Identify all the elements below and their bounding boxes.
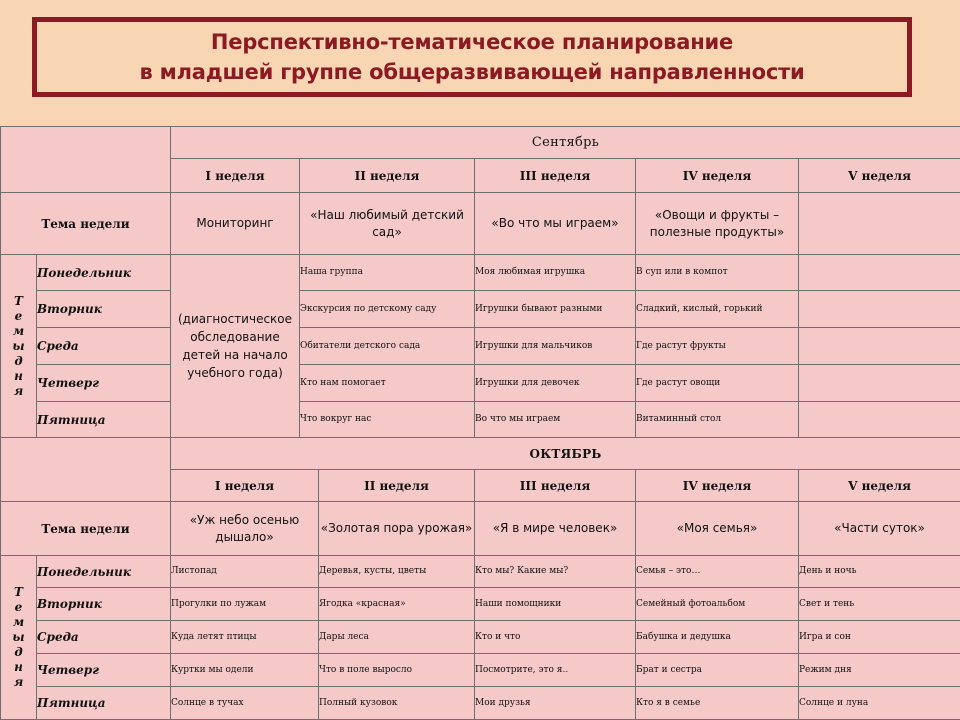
activity-cell: Кто я в семье bbox=[636, 687, 799, 720]
activity-cell bbox=[799, 291, 960, 328]
october-table bbox=[0, 437, 960, 720]
activity-cell: Кто нам помогает bbox=[300, 365, 475, 402]
september-table bbox=[0, 126, 960, 438]
activity-cell: В суп или в компот bbox=[636, 255, 799, 291]
day-label: Понедельник bbox=[37, 556, 171, 588]
week-header: III неделя bbox=[475, 470, 636, 502]
activity-cell: Свет и тень bbox=[799, 588, 960, 621]
theme-row-label: Тема недели bbox=[1, 502, 171, 556]
activity-cell bbox=[799, 255, 960, 291]
activity-cell: Что в поле выросло bbox=[319, 654, 475, 687]
activity-cell: Полный кузовок bbox=[319, 687, 475, 720]
month-october: ОКТЯБРЬ bbox=[171, 438, 960, 470]
day-label: Среда bbox=[37, 621, 171, 654]
title-line-2: в младшей группе общеразвивающей направленности bbox=[139, 60, 805, 84]
day-label: Четверг bbox=[37, 365, 171, 402]
activity-cell: Листопад bbox=[171, 556, 319, 588]
activity-cell bbox=[799, 365, 960, 402]
days-vertical-label: Т е м ы д н я bbox=[1, 255, 37, 438]
activity-cell: Обитатели детского сада bbox=[300, 328, 475, 365]
activity-cell: Бабушка и дедушка bbox=[636, 621, 799, 654]
week-header: I неделя bbox=[171, 159, 300, 193]
activity-cell: Наши помощники bbox=[475, 588, 636, 621]
day-label: Пятница bbox=[37, 687, 171, 720]
corner-cell bbox=[1, 127, 171, 193]
day-label: Пятница bbox=[37, 402, 171, 438]
activity-cell: Солнце и луна bbox=[799, 687, 960, 720]
activity-cell: Куда летят птицы bbox=[171, 621, 319, 654]
activity-cell: Сладкий, кислый, горький bbox=[636, 291, 799, 328]
title-line-1: Перспективно-тематическое планирование bbox=[210, 30, 734, 54]
day-label: Вторник bbox=[37, 588, 171, 621]
days-vertical-label: Т е м ы д н я bbox=[1, 556, 37, 720]
week-header: IV неделя bbox=[636, 470, 799, 502]
activity-cell: Прогулки по лужам bbox=[171, 588, 319, 621]
activity-cell bbox=[799, 328, 960, 365]
theme-row-label: Тема недели bbox=[1, 193, 171, 255]
activity-cell: Моя любимая игрушка bbox=[475, 255, 636, 291]
activity-cell: Режим дня bbox=[799, 654, 960, 687]
activity-cell: День и ночь bbox=[799, 556, 960, 588]
week-theme bbox=[799, 193, 960, 255]
activity-cell: Кто мы? Какие мы? bbox=[475, 556, 636, 588]
activity-cell: Посмотрите, это я.. bbox=[475, 654, 636, 687]
activity-cell: Игрушки для девочек bbox=[475, 365, 636, 402]
activity-cell: Во что мы играем bbox=[475, 402, 636, 438]
activity-cell: Деревья, кусты, цветы bbox=[319, 556, 475, 588]
week-theme: «Части суток» bbox=[799, 502, 960, 556]
activity-cell: Что вокруг нас bbox=[300, 402, 475, 438]
activity-cell: Семья – это… bbox=[636, 556, 799, 588]
activity-cell: Экскурсия по детскому саду bbox=[300, 291, 475, 328]
week-header: V неделя bbox=[799, 470, 960, 502]
week-theme: «Овощи и фрукты – полезные продукты» bbox=[636, 193, 799, 255]
week-theme: «Моя семья» bbox=[636, 502, 799, 556]
activity-cell: Где растут фрукты bbox=[636, 328, 799, 365]
day-label: Среда bbox=[37, 328, 171, 365]
activity-cell: Ягодка «красная» bbox=[319, 588, 475, 621]
activity-cell: Брат и сестра bbox=[636, 654, 799, 687]
month-september: Сентябрь bbox=[171, 127, 960, 159]
week-theme: «Золотая пора урожая» bbox=[319, 502, 475, 556]
week-header: V неделя bbox=[799, 159, 960, 193]
week-theme: «Уж небо осенью дышало» bbox=[171, 502, 319, 556]
corner-cell bbox=[1, 438, 171, 502]
diagnostic-note: (диагностическое обследование детей на начало учебного года) bbox=[171, 255, 300, 438]
activity-cell: Куртки мы одели bbox=[171, 654, 319, 687]
activity-cell: Где растут овощи bbox=[636, 365, 799, 402]
activity-cell: Мои друзья bbox=[475, 687, 636, 720]
activity-cell bbox=[799, 402, 960, 438]
activity-cell: Игра и сон bbox=[799, 621, 960, 654]
week-theme: «Наш любимый детский сад» bbox=[300, 193, 475, 255]
day-label: Вторник bbox=[37, 291, 171, 328]
activity-cell: Игрушки бывают разными bbox=[475, 291, 636, 328]
week-header: III неделя bbox=[475, 159, 636, 193]
week-theme: Мониторинг bbox=[171, 193, 300, 255]
activity-cell: Кто и что bbox=[475, 621, 636, 654]
day-label: Понедельник bbox=[37, 255, 171, 291]
week-header: II неделя bbox=[300, 159, 475, 193]
title-box bbox=[32, 17, 912, 97]
week-header: IV неделя bbox=[636, 159, 799, 193]
activity-cell: Наша группа bbox=[300, 255, 475, 291]
week-header: II неделя bbox=[319, 470, 475, 502]
activity-cell: Игрушки для мальчиков bbox=[475, 328, 636, 365]
week-theme: «Во что мы играем» bbox=[475, 193, 636, 255]
day-label: Четверг bbox=[37, 654, 171, 687]
week-header: I неделя bbox=[171, 470, 319, 502]
activity-cell: Витаминный стол bbox=[636, 402, 799, 438]
week-theme: «Я в мире человек» bbox=[475, 502, 636, 556]
activity-cell: Семейный фотоальбом bbox=[636, 588, 799, 621]
activity-cell: Солнце в тучах bbox=[171, 687, 319, 720]
activity-cell: Дары леса bbox=[319, 621, 475, 654]
